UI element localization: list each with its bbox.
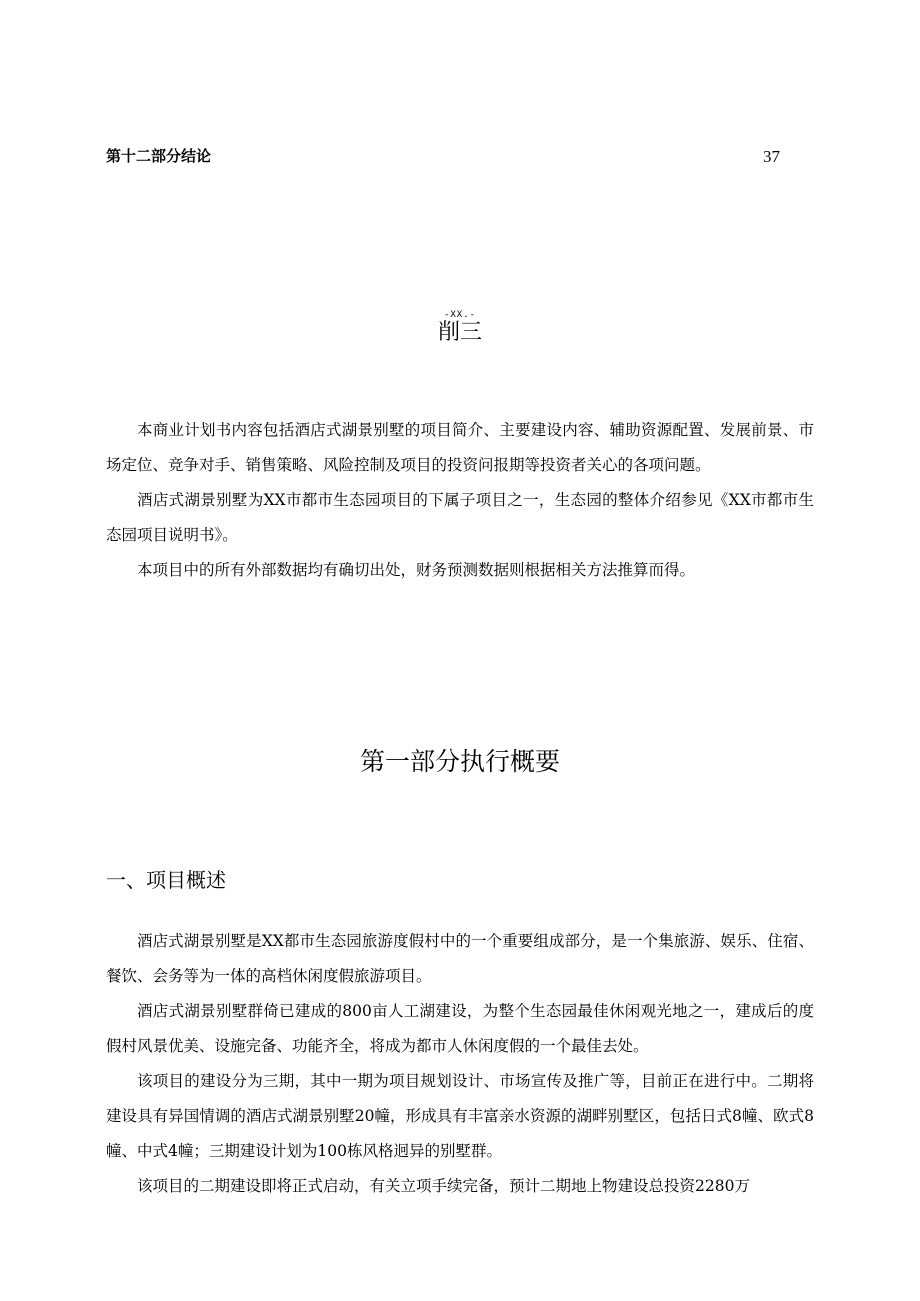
- paragraph: 酒店式湖景别墅为XX市都市生态园项目的下属子项目之一，生态园的整体介绍参见《XX市都市生态园项目说明书》。: [106, 491, 814, 544]
- preface-heading: [0, 310, 920, 346]
- paragraph: 本项目中的所有外部数据均有确切出处，财务预测数据则根据相关方法推算而得。: [137, 561, 696, 579]
- preface-heading-mark: -XX.-: [443, 310, 477, 320]
- toc-entry-page-number: 37: [763, 147, 780, 166]
- preface-title: 削三: [437, 320, 482, 345]
- paragraph: 该项目的二期建设即将正式启动，有关立项手续完备，预计二期地上物建设总投资2280万: [137, 1177, 750, 1195]
- paragraph: 酒店式湖景别墅群倚已建成的800亩人工湖建设，为整个生态园最佳休闲观光地之一，建成后的度假村风景优美、设施完备、功能齐全，将成为都市人休闲度假的一个最佳去处。: [106, 1002, 814, 1055]
- toc-entry: [106, 145, 780, 167]
- paragraph: 该项目的建设分为三期，其中一期为项目规划设计、市场宣传及推广等，目前正在进行中。二期将建设具有异国情调的酒店式湖景别墅20幢，形成具有丰富亲水资源的湖畔别墅区，包括日式8幢、欧式8幢、中式4幢；三期建设计划为100栋风格迥异的别墅群。: [106, 1072, 814, 1160]
- preface-body: [106, 413, 814, 588]
- part-title: 第一部分执行概要: [359, 747, 560, 776]
- toc-entry-label: 第十二部分结论: [106, 147, 212, 165]
- paragraph: 本商业计划书内容包括酒店式湖景别墅的项目简介、主要建设内容、辅助资源配置、发展前景、市场定位、竞争对手、销售策略、风险控制及项目的投资问报期等投资者关心的各项问题。: [106, 421, 814, 474]
- section-title: 一、项目概述: [106, 868, 226, 892]
- paragraph: 酒店式湖景别墅是XX都市生态园旅游度假村中的一个重要组成部分，是一个集旅游、娱乐、住宿、餐饮、会务等为一体的高档休闲度假旅游项目。: [106, 932, 814, 985]
- section-body: [106, 924, 814, 1204]
